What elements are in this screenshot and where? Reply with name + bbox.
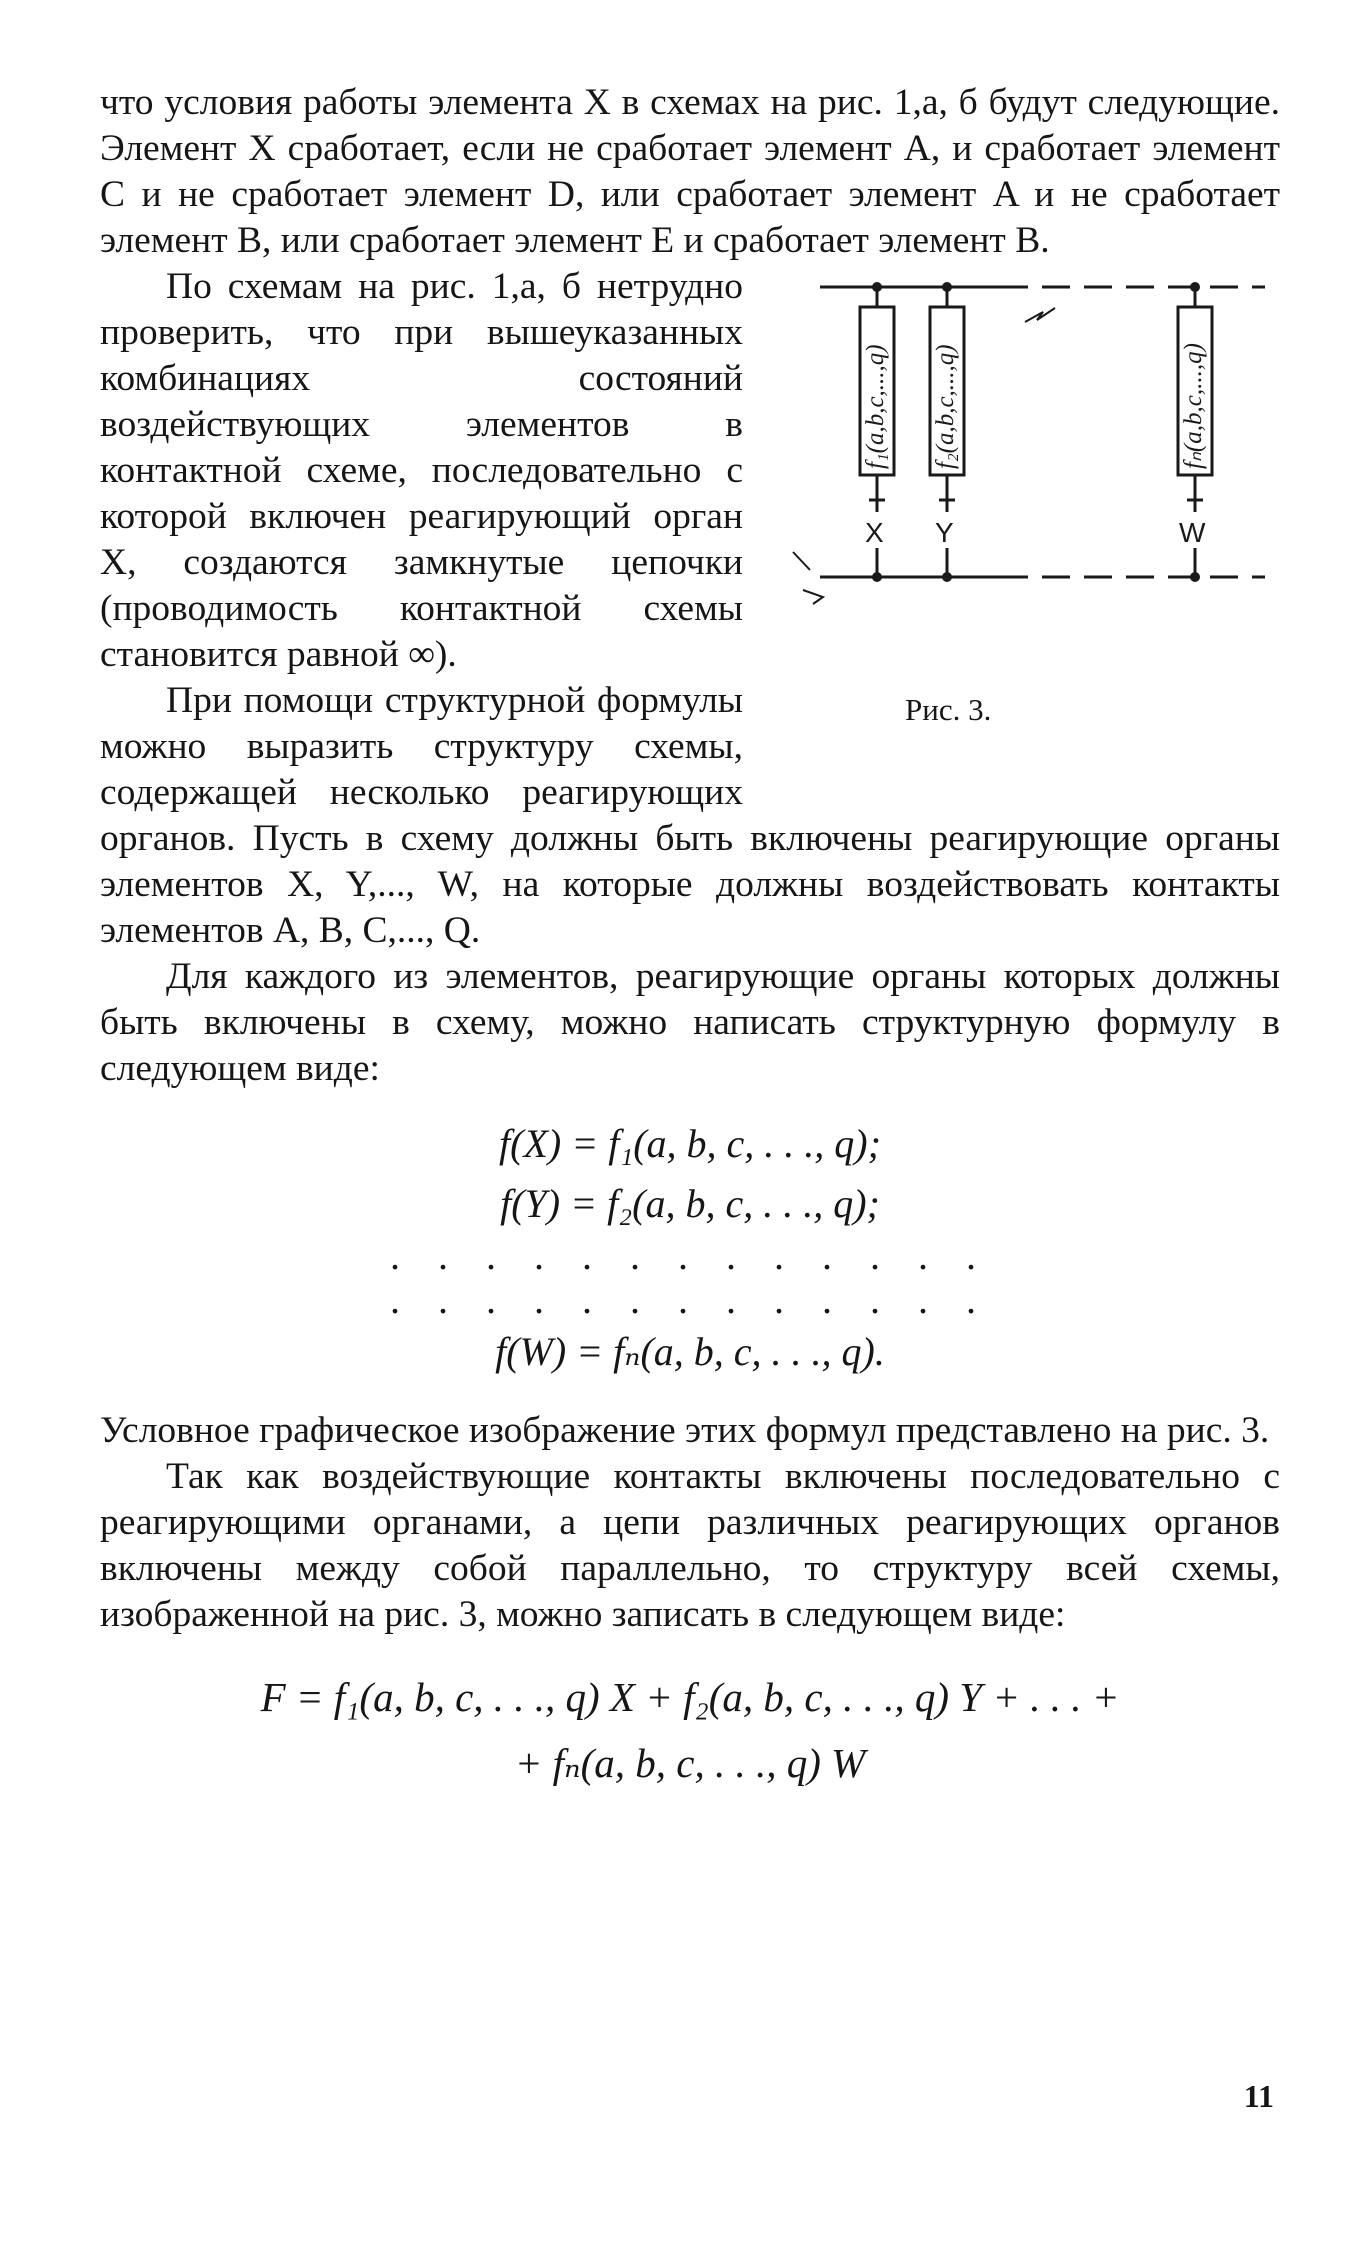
branch-n (1178, 282, 1212, 582)
circuit-diagram (775, 272, 1280, 682)
figure-caption: Рис. 3. (905, 692, 992, 727)
paragraph-5: Условное графическое изображение этих формул представлено на рис. 3. (100, 1410, 1270, 1451)
break-mark-top (1025, 308, 1055, 322)
break-mark-bottom (793, 552, 823, 604)
branch-1 (860, 282, 894, 582)
final-formula-line-1: F = f₁(a, b, c, . . ., q) X + f₂(a, b, c, . . ., q) Y + . . . + (260, 1674, 1120, 1720)
page-number: 11 (1243, 2078, 1274, 2114)
paragraph-1: что условия работы элемента X в схемах на рис. 1,а, б будут следующие. Элемент X сработает, если не сработает элемент A, и сработает элемент C и не сработает элемент D, или сработает элемент A и не сработает элемент B, или сработает элемент E и сработает элемент B. (100, 82, 1280, 261)
box-label-n: fₙ(a,b,c,...,q) (1180, 343, 1207, 469)
paragraph-2: По схемам на рис. 1,а, б нетрудно проверить, что при вышеуказанных комбинациях состояний воздействующих элементов в контактной схеме, последовательно с которой включен реагирующий орган X, создаются замкнутые цепочки (проводимость контактной схемы становится равной ∞). (100, 266, 743, 675)
paragraph-3: При помощи структурной формулы можно выразить структуру схемы, содержащей несколько реагирующих органов. Пусть в схему должны быть включены реагирующие органы элементов X, Y,..., W, на которые должны воздействовать контакты элементов A, B, C,..., Q. (100, 680, 1280, 951)
organ-label-y: Y (935, 517, 954, 548)
organ-label-x: X (865, 517, 884, 548)
box-label-1: f₁(a,b,c,...,q) (862, 344, 889, 469)
formula-fy: f(Y) = f₂(a, b, c, . . ., q); (500, 1181, 880, 1226)
paragraph-6: Так как воздействующие контакты включены последовательно с реагирующими органами, а цепи различных реагирующих органов включены между собой параллельно, то структуру всей схемы, изображенной на рис. 3, можно записать в следующем виде: (100, 1456, 1280, 1635)
organ-label-w: W (1179, 517, 1206, 548)
formula-block (100, 1114, 1280, 1382)
final-formula-line-2: + fₙ(a, b, c, . . ., q) W (514, 1740, 866, 1786)
box-label-2: f₂(a,b,c,...,q) (932, 344, 959, 469)
text-with-figure (100, 264, 1280, 954)
branch-2 (930, 282, 964, 582)
paragraph-4: Для каждого из элементов, реагирующие органы которых должны быть включены в схему, можно написать структурную формулу в следующем виде: (100, 956, 1280, 1089)
formula-dots-2: . . . . . . . . . . . . . (390, 1277, 990, 1322)
formula-fw: f(W) = fₙ(a, b, c, . . ., q). (495, 1329, 885, 1374)
formula-fx: f(X) = f₁(a, b, c, . . ., q); (499, 1121, 881, 1166)
formula-dots-1: . . . . . . . . . . . . . (390, 1233, 990, 1278)
figure-3 (775, 272, 1280, 762)
final-formula (100, 1664, 1280, 1796)
page-body (100, 80, 1280, 1796)
